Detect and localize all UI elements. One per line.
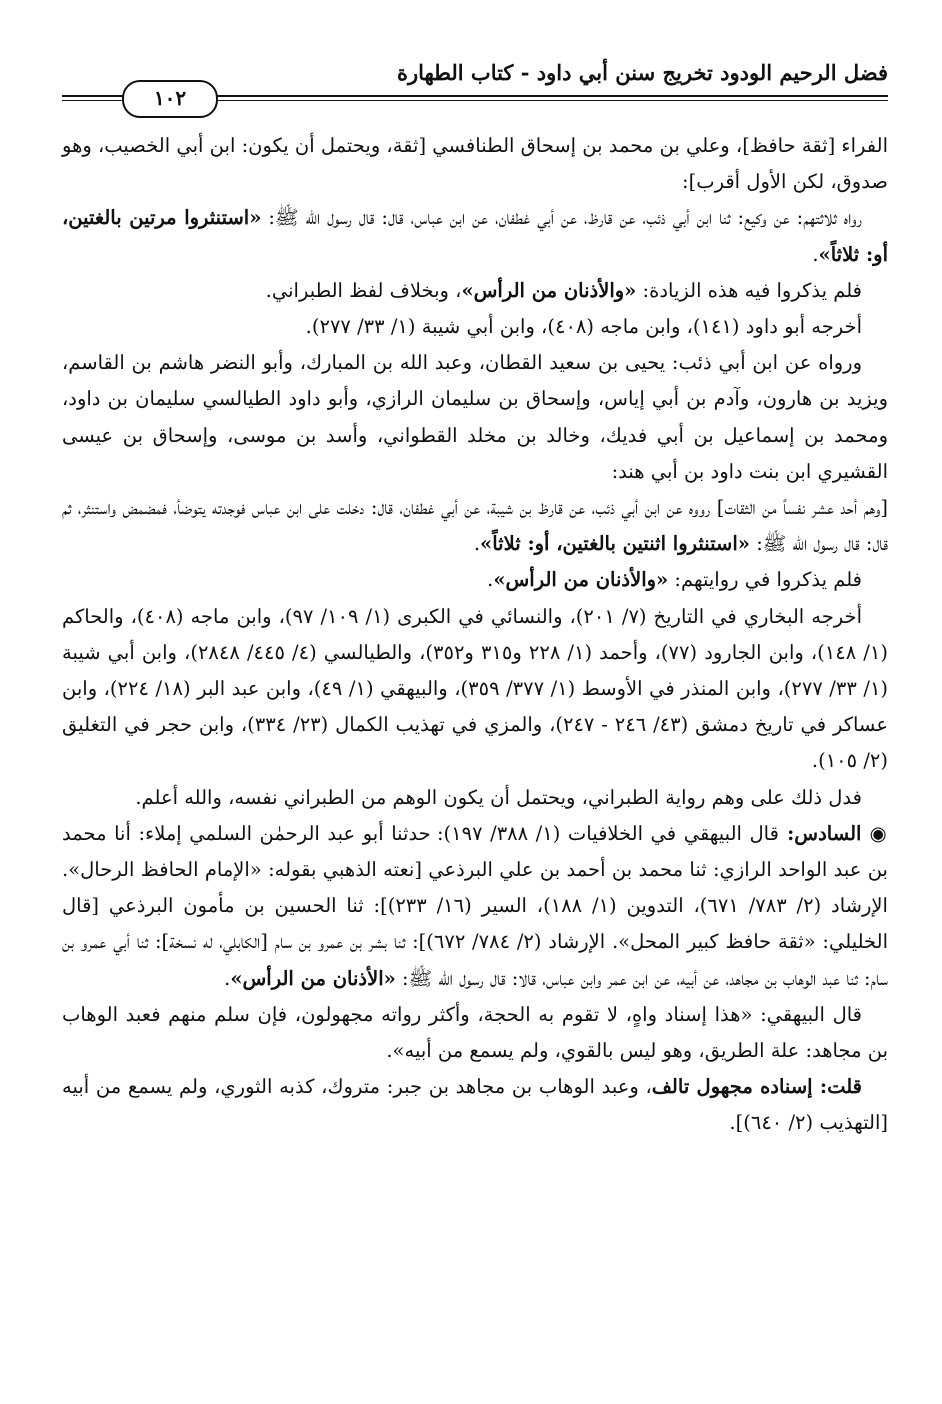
text-run: فلم يذكروا فيه هذه الزيادة: [636, 278, 862, 302]
text-run: الفراء [ثقة حافظ]، وعلي بن محمد بن إسحاق الطنافسي [ثقة، ويحتمل أن يكون: ابن أبي الخصيب، وهو صدوق، لكن الأول أقرب]: [62, 134, 888, 194]
paragraph [62, 1069, 888, 1141]
paragraph [62, 128, 888, 200]
text-run: قال البيهقي في الخلافيات (١/ ٣٨٨/ ١٩٧): حدثنا أبو عبد الرحمٰن السلمي إملاء: أنا محمد بن عبد الواحد الرازي: ثنا محمد بن أحمد بن علي البرذعي [نعته الذهبي بقوله: «الإمام الحافظ الرحال». الإرشاد (٢/ ٧٨٣/ ٦٧١)، التدوين (١/ ١٨٨)، السير (١٦/ ٢٣٣)]: ثنا الحسين بن مأمون البرذعي [قال الخليلي: «ثقة حافظ كبير المحل». الإرشاد (٢/ ٧٨٤/ ٦٧٢)]: ثنا بشر بن عمرو بن سام [الكابلي، له نسخة]: ثنا أبي عمرو بن سام: ثنا عبد الوهاب بن مجاهد، عن أبيه، عن ابن عمر وابن عباس، قالا: قال رسول الله ﷺ: [62, 821, 888, 990]
text-run: فدل ذلك على وهم رواية الطبراني، ويحتمل أن يكون الوهم من الطبراني نفسه، والله أعلم. [135, 785, 862, 809]
text-run: فلم يذكروا في روايتهم: [668, 568, 862, 592]
running-title: فضل الرحيم الودود تخريج سنن أبي داود - كتاب الطهارة [396, 60, 888, 85]
text-run: . [473, 532, 481, 556]
text-run: . [224, 966, 231, 990]
paragraph [62, 562, 888, 598]
paragraph [62, 309, 888, 345]
text-run: أخرجه البخاري في التاريخ (٧/ ٢٠١)، والنسائي في الكبرى (١/ ١٠٩/ ٩٧)، وابن ماجه (٤٠٨)، والحاكم (١/ ١٤٨)، وابن الجارود (٧٧)، وأحمد (١/ ٢٢٨ و٣١٥ و٣٥٢)، والطيالسي (٤/ ٤٤٥/ ٢٨٤٨)، وابن أبي شيبة (١/ ٣٣/ ٢٧٧)، وابن المنذر في الأوسط (١/ ٣٧٧/ ٣٥٩)، والبيهقي (١/ ٤٩)، وابن عبد البر (١٨/ ٢٢٤)، وابن عساكر في تاريخ دمشق (٤٣/ ٢٤٦ - ٢٤٧)، والمزي في تهذيب الكمال (٢٣/ ٣٣٤)، وابن حجر في التغليق (٢/ ١٠٥). [62, 604, 889, 773]
page-number: ١٠٢ [122, 80, 218, 118]
bold-text-run: «والأذنان من الرأس» [461, 278, 637, 302]
bold-text-run: «استنثروا مرتين بالغتين، أو: ثلاثاً» [62, 206, 888, 266]
text-run: أخرجه أبو داود (١٤١)، وابن ماجه (٤٠٨)، وابن أبي شيبة (١/ ٣٣/ ٢٧٧). [305, 315, 862, 339]
text-run: . [487, 568, 494, 592]
text-run: ، وبخلاف لفظ الطبراني. [265, 278, 462, 302]
paragraph [62, 816, 888, 997]
text-run: قال البيهقي: «هذا إسناد واهٍ، لا تقوم به الحجة، وأكثر رواته مجهولون، فإن سلم منهم فعبد الوهاب بن مجاهد: علة الطريق، وهو ليس بالقوي، ولم يسمع من أبيه». [62, 1002, 888, 1063]
page-header [62, 56, 888, 112]
text-run: [وهم أحد عشر نفساً من الثقات] رووه عن ابن أبي ذئب، عن قارظ بن شيبة، عن أبي غطفان، قال: دخلت على ابن عباس فوجدته يتوضأ، فمضمض واستنثر، ثم قال: قال رسول الله ﷺ: [62, 496, 888, 556]
paragraph [62, 345, 888, 490]
bold-text-run: «والأذنان من الرأس» [493, 568, 669, 592]
text-run: . [812, 242, 819, 266]
paragraph [62, 780, 888, 816]
page-body [62, 128, 888, 1142]
bold-text-run: «الأذنان من الرأس» [230, 966, 396, 990]
text-run: ، وعبد الوهاب بن مجاهد بن جبر: متروك، كذبه الثوري، ولم يسمع من أبيه [التهذيب (٢/ ٦٤٠)]. [62, 1075, 888, 1135]
bold-text-run: «استنثروا اثنتين بالغتين، أو: ثلاثاً» [480, 532, 750, 556]
paragraph [62, 997, 888, 1069]
bold-text-run: قلت: إسناده مجهول تالف [651, 1075, 862, 1099]
paragraph [62, 273, 888, 309]
paragraph [62, 599, 888, 780]
bold-text-run: ◉ السادس: [778, 821, 888, 845]
paragraph [62, 490, 888, 562]
paragraph [62, 200, 888, 272]
text-run: رواه ثلاثتهم: عن وكيع: ثنا ابن أبي ذئب، عن قارظ، عن أبي غطفان، عن ابن عباس، قال: قال رسول الله ﷺ: [261, 206, 862, 230]
text-run: ورواه عن ابن أبي ذئب: يحيى بن سعيد القطان، وعبد الله بن المبارك، وأبو النضر هاشم بن القاسم، ويزيد بن هارون، وآدم بن أبي إياس، وإسحاق بن سليمان الرازي، وأبو داود الطيالسي سليمان بن داود، ومحمد بن إسماعيل بن أبي فديك، وخالد بن مخلد القطواني، وأسد بن موسى، وإسحاق بن عيسى القشيري ابن بنت داود بن أبي هند: [62, 351, 888, 483]
